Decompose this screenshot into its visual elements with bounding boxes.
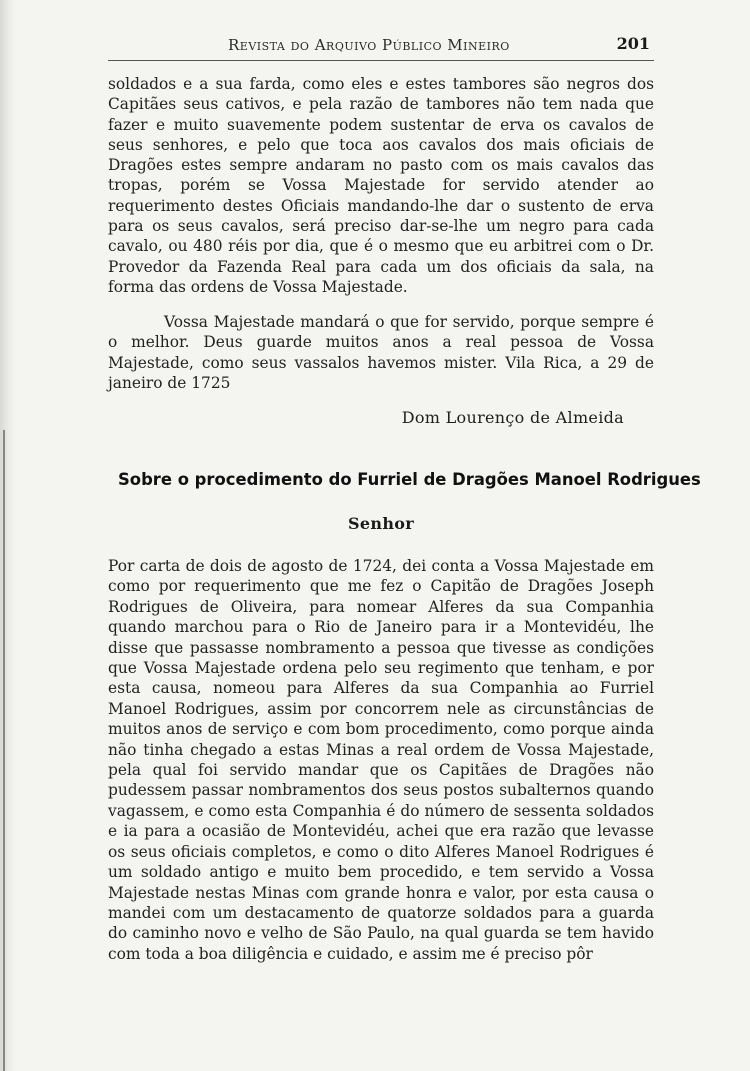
letter1-paragraph-1: soldados e a sua farda, como eles e estes tambores são negros dos Capitães seus cativos, e pela razão de tambores não tem nada que fazer e muito suavemente podem sustentar de erva os cavalos de seus senhores, e pelo que toca aos cavalos dos mais oficiais de Dragões estes sempre andaram no pasto com os mais cavalos das tropas, porém se Vossa Majestade for servido atender ao requerimento destes Oficiais mandando-lhe dar o sustento de erva para os seus cavalos, será preciso dar-se-lhe um negro para cada cavalo, ou 480 réis por dia, que é o mesmo que eu arbitrei com o Dr. Provedor da Fazenda Real para cada um dos oficiais da sala, na forma das ordens de Vossa Majestade.: [108, 75, 654, 296]
page-number: 201: [616, 34, 650, 53]
running-header: [108, 34, 654, 61]
letter2-salutation: Senhor: [348, 514, 414, 533]
letter1-signature: Dom Lourenço de Almeida: [401, 408, 624, 427]
section-heading: Sobre o procedimento do Furriel de Dragões Manoel Rodrigues: [118, 470, 701, 489]
letter1-paragraph-2: Vossa Majestade mandará o que for servido, porque sempre é o melhor. Deus guarde muitos anos a real pessoa de Vossa Majestade, como seus vassalos havemos mister. Vila Rica, a 29 de janeiro de 1725: [108, 313, 654, 392]
letter2-paragraph-1: Por carta de dois de agosto de 1724, dei conta a Vossa Majestade em como por requerimento que me fez o Capitão de Dragões Joseph Rodrigues de Oliveira, para nomear Alferes da sua Companhia quando marchou para o Rio de Janeiro para ir a Montevidéu, lhe disse que passasse nombramento a pessoa que tivesse as condições que Vossa Majestade ordena pelo seu regimento que tenham, e por esta causa, nomeou para Alferes da sua Companhia ao Furriel Manoel Rodrigues, assim por concorrem nele as circunstâncias de muitos anos de serviço e com bom procedimento, como porque ainda não tinha chegado a estas Minas a real ordem de Vossa Majestade, pela qual foi servido mandar que os Capitães de Dragões não pudessem passar nombramentos dos seus postos subalternos quando vagassem, e como esta Companhia é do número de sessenta soldados e ia para a ocasião de Montevidéu, achei que era razão que levasse os seus oficiais completos, e como o dito Alferes Manoel Rodrigues é um soldado antigo e muito bem procedido, e tem servido a Vossa Majestade nestas Minas com grande honra e valor, por esta causa o mandei com um destacamento de quatorze soldados para a guarda do caminho novo e velho de São Paulo, na qual guarda se tem havido com toda a boa diligência e cuidado, e assim me é preciso pôr: [108, 557, 654, 963]
page-spine-edge: [3, 430, 5, 1071]
running-title: Revista do Arquivo Público Mineiro: [228, 36, 510, 54]
